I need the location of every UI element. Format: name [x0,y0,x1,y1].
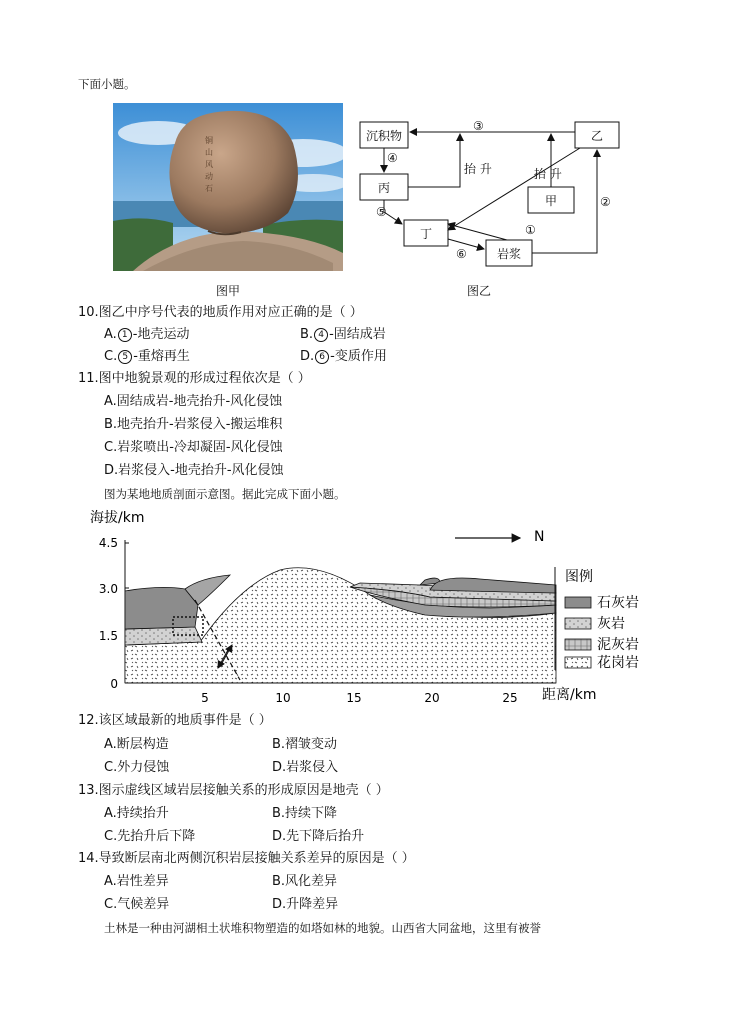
q13-option-c: C.先抬升后下降 [104,829,196,844]
q14-stem: 14.导致断层南北两侧沉积岩层接触关系差异的原因是（ ） [78,851,415,866]
ytick-4-5: 4.5 [98,536,118,550]
footer-text: 土林是一种由河湖相土状堆积物塑造的如塔如林的地貌。山西省大同盆地，这里有被誉 [104,921,541,935]
node-sediment: 沉积物 [365,129,403,143]
q14-option-c: C.气候差异 [104,897,170,912]
section2-intro: 图为某地地质剖面示意图。据此完成下面小题。 [104,487,346,501]
xtick-5: 5 [201,691,209,705]
q11-stem: 11.图中地貌景观的形成过程依次是（ ） [78,371,311,386]
svg-text:铜: 铜 [205,136,213,145]
q14-option-a: A.岩性差异 [104,874,169,889]
q12-option-a: A.断层构造 [104,737,169,752]
node-bing: 丙 [377,181,391,195]
node-ding: 丁 [419,227,433,241]
legend-marl: 泥灰岩 [597,637,639,653]
ytick-1-5: 1.5 [98,629,118,643]
legend-title: 图例 [565,569,593,585]
node-magma: 岩浆 [496,247,522,261]
fig-jia-caption: 图甲 [216,284,241,298]
q11-option-c: C.岩浆喷出-冷却凝固-风化侵蚀 [104,440,283,455]
q10-stem: 10.图乙中序号代表的地质作用对应正确的是（ ） [78,305,363,320]
circle-1: ① [525,223,536,237]
q13-option-d: D.先下降后抬升 [272,829,365,844]
q10-option-a: A. 1 -地壳运动 [104,327,190,342]
q12-option-b: B.褶皱变动 [272,737,338,752]
q10-option-d: D. 6 -变质作用 [300,349,387,364]
legend-limestone: 石灰岩 [597,595,639,611]
xtick-25: 25 [502,691,518,705]
north-label: N [534,529,545,545]
uplift-label-2: 抬 升 [534,167,562,181]
q10-option-c: C. 5 -重熔再生 [104,349,190,364]
q13-option-b: B.持续下降 [272,806,338,821]
section-xlabel: 距离/km [542,687,597,703]
circle-4: ④ [387,151,398,165]
q13-stem: 13.图示虚线区域岩层接触关系的形成原因是地壳（ ） [78,783,389,798]
q11-option-d: D.岩浆侵入-地壳抬升-风化侵蚀 [104,463,284,478]
q12-option-c: C.外力侵蚀 [104,760,170,775]
q14-option-b: B.风化差异 [272,874,338,889]
svg-text:动: 动 [205,172,213,181]
fig-yi-caption: 图乙 [467,284,492,298]
q11-option-b: B.地壳抬升-岩浆侵入-搬运堆积 [104,417,283,432]
rock-cycle-diagram [350,112,635,272]
q12-stem: 12.该区域最新的地质事件是（ ） [78,713,272,728]
ytick-3-0: 3.0 [98,582,118,596]
svg-text:山: 山 [205,148,213,157]
q10-option-b: B. 4 -固结成岩 [300,327,386,342]
q14-option-d: D.升降差异 [272,897,339,912]
circle-5: ⑤ [376,205,387,219]
node-yi: 乙 [590,129,604,143]
node-jia: 甲 [544,194,558,208]
legend-grey-limestone: 灰岩 [597,616,625,632]
circle-6: ⑥ [456,247,467,261]
xtick-20: 20 [424,691,440,705]
uplift-label-1: 抬 升 [464,162,492,176]
svg-text:风: 风 [205,160,213,169]
balancing-rock-photo [113,103,343,271]
intro-text: 下面小题。 [78,77,136,91]
circle-3: ③ [473,119,484,133]
section-ylabel: 海拔/km [90,510,145,526]
q11-option-a: A.固结成岩-地壳抬升-风化侵蚀 [104,394,283,409]
circle-2: ② [600,195,611,209]
ytick-0: 0 [110,677,118,691]
q12-option-d: D.岩浆侵入 [272,760,339,775]
q13-option-a: A.持续抬升 [104,806,169,821]
legend-granite: 花岗岩 [597,655,639,671]
svg-text:石: 石 [205,184,213,193]
geologic-section-figure [80,505,680,705]
xtick-10: 10 [275,691,291,705]
xtick-15: 15 [346,691,362,705]
